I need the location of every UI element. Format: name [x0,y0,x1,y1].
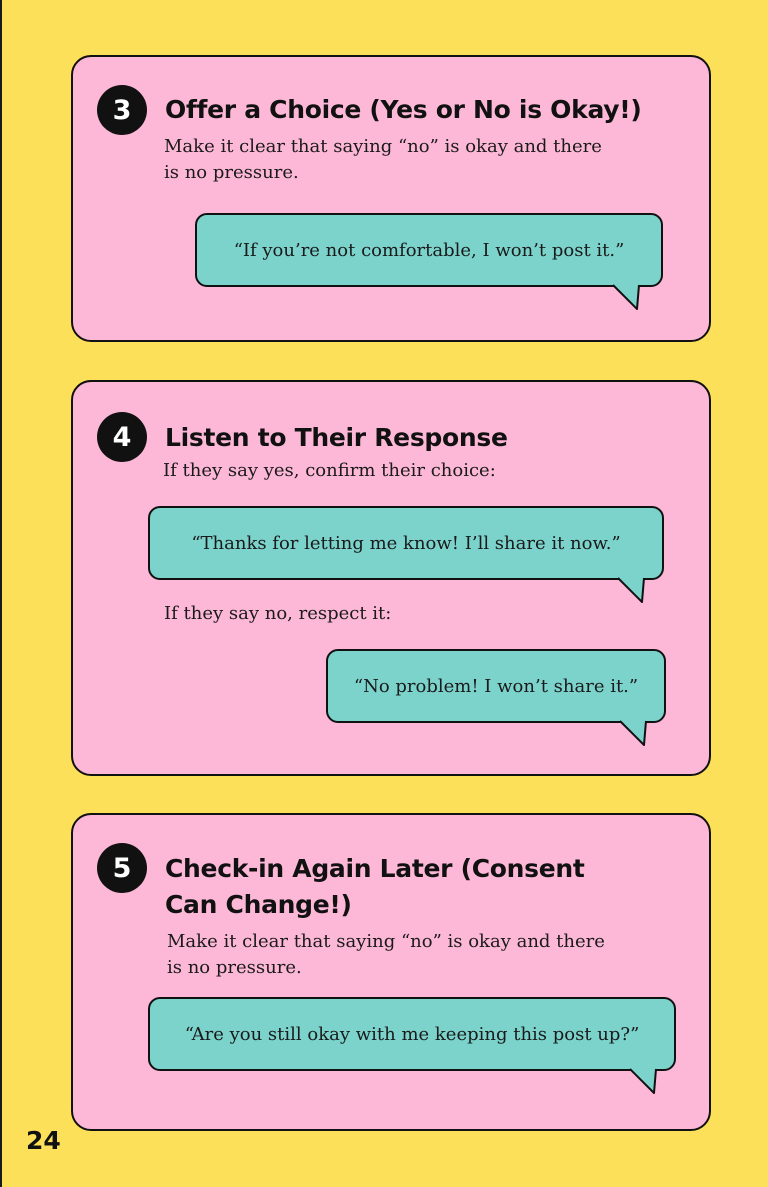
speech-bubble-text: “Are you still okay with me keeping this post up?” [184,1023,640,1045]
speech-bubble-text: “If you’re not comfortable, I won’t post it.” [233,239,625,261]
step-number-badge: 5 [97,843,147,893]
speech-bubble-tail-icon [611,283,645,313]
speech-bubble [148,997,676,1071]
step-title: Check-in Again Later (Consent Can Change!) [165,854,585,919]
step-title: Offer a Choice (Yes or No is Okay!) [165,95,642,124]
step-3-card [71,55,711,342]
step-number-badge: 3 [97,85,147,135]
speech-bubble-tail-icon [628,1067,662,1097]
step-number-badge: 4 [97,412,147,462]
no-speech-bubble [326,649,666,723]
step-description: Make it clear that saying “no” is okay and there is no pressure. [167,931,605,978]
yes-speech-bubble [148,506,664,580]
step-5-card [71,813,711,1131]
yes-intro-text: If they say yes, confirm their choice: [163,460,496,481]
no-intro-text: If they say no, respect it: [164,603,392,624]
speech-bubble-text: “Thanks for letting me know! I’ll share it now.” [191,532,621,554]
page-number: 24 [26,1126,61,1155]
step-4-card [71,380,711,776]
page-edge-line [0,0,2,1187]
speech-bubble [195,213,663,287]
step-description: Make it clear that saying “no” is okay and there is no pressure. [164,136,602,183]
speech-bubble-text: “No problem! I won’t share it.” [353,675,639,697]
step-title: Listen to Their Response [165,423,508,452]
speech-bubble-tail-icon [618,719,652,749]
speech-bubble-tail-icon [616,576,650,606]
